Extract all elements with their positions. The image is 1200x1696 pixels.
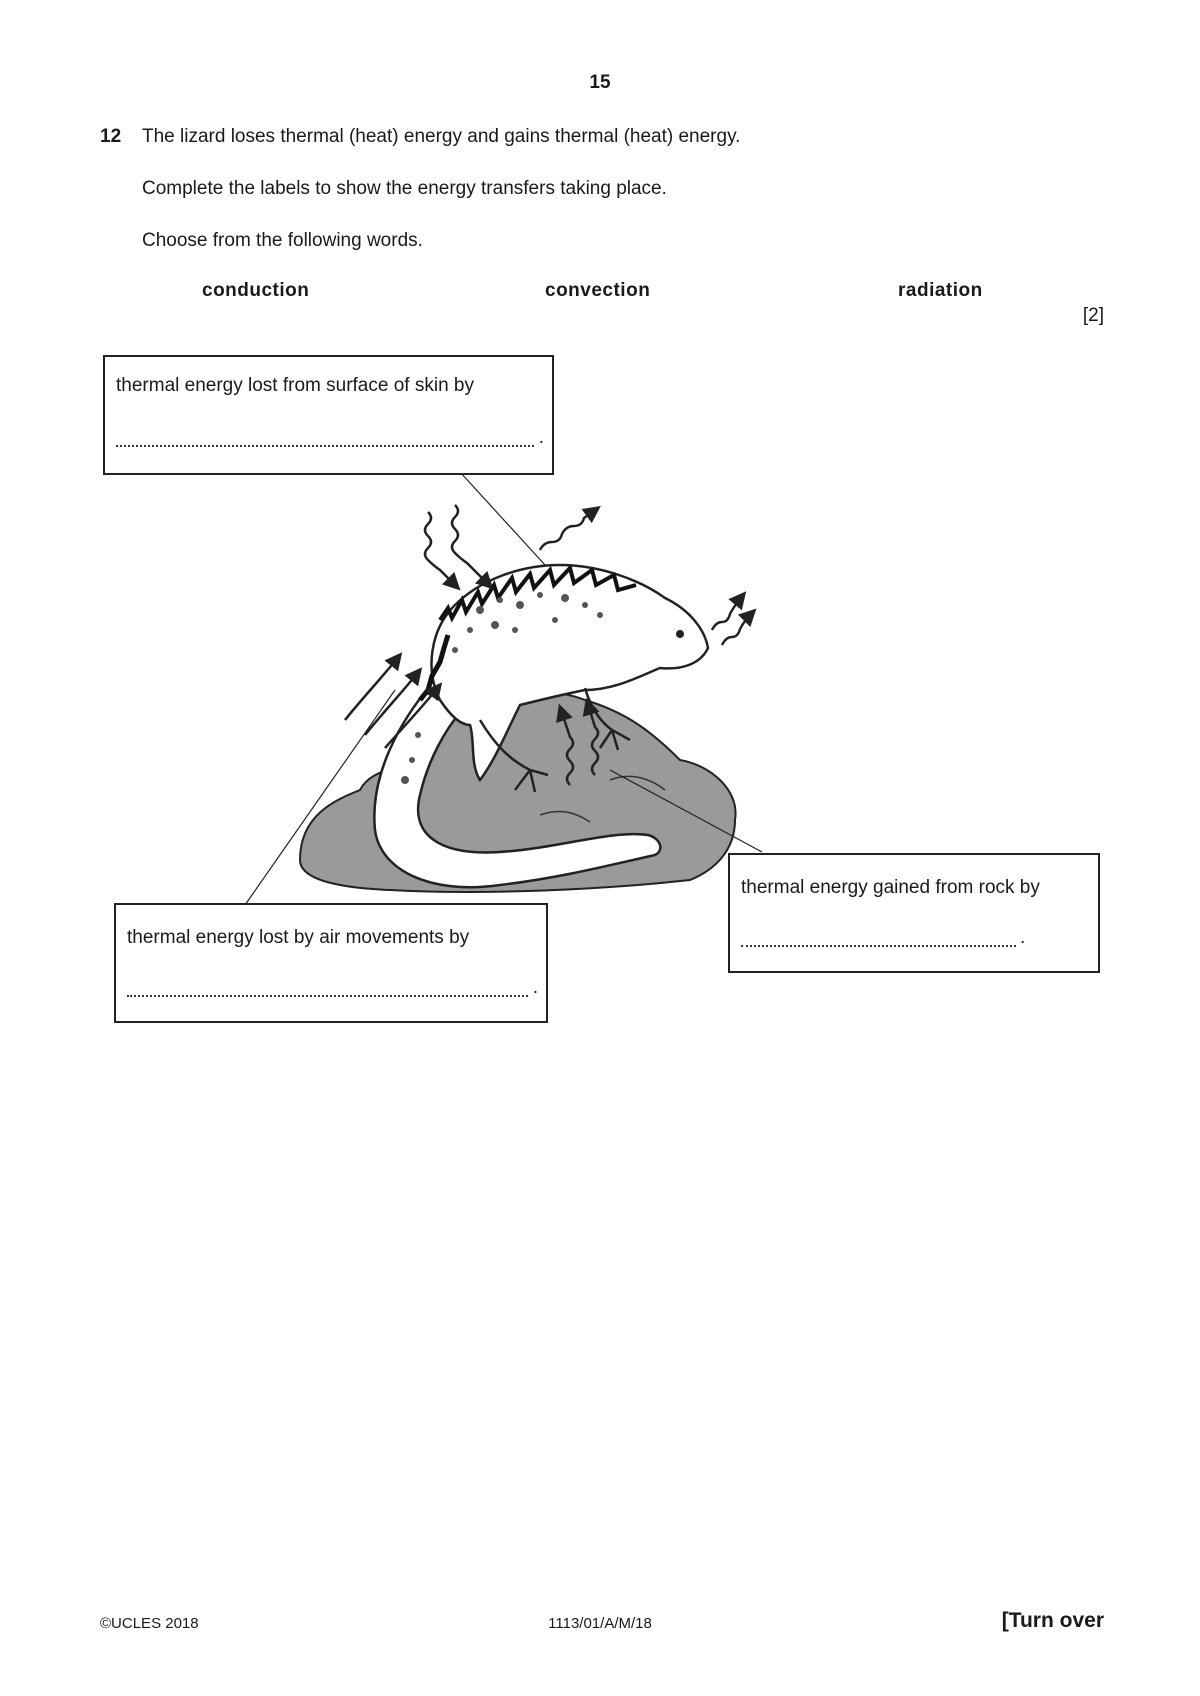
label-air-text: thermal energy lost by air movements by — [127, 927, 470, 948]
footer-copyright: ©UCLES 2018 — [100, 1615, 199, 1632]
page-number: 15 — [589, 72, 611, 93]
question-instruction: Complete the labels to show the energy transfers taking place. — [142, 178, 667, 199]
answer-blank-air[interactable] — [127, 995, 528, 997]
label-box-air — [114, 903, 548, 1023]
footer-paper-code: 1113/01/A/M/18 — [548, 1615, 652, 1632]
answer-blank-skin[interactable] — [116, 445, 534, 447]
label-rock-text: thermal energy gained from rock by — [741, 877, 1040, 898]
label-box-skin — [103, 355, 554, 475]
lizard-eye — [676, 630, 684, 638]
answer-blank-rock[interactable] — [741, 945, 1016, 947]
label-skin-text: thermal energy lost from surface of skin by — [116, 375, 474, 396]
label-skin-full-stop: . — [538, 427, 544, 448]
word-option-convection: convection — [545, 280, 651, 301]
turn-over-text: [Turn over — [1001, 1609, 1104, 1632]
word-option-radiation: radiation — [898, 280, 983, 301]
choose-instruction: Choose from the following words. — [142, 230, 423, 251]
label-box-rock — [728, 853, 1100, 973]
marks-indicator: [2] — [1082, 305, 1104, 326]
word-option-conduction: conduction — [202, 280, 310, 301]
question-number: 12 — [100, 126, 122, 147]
question-stem: The lizard loses thermal (heat) energy and gains thermal (heat) energy. — [142, 126, 741, 147]
label-air-full-stop: . — [532, 977, 538, 998]
label-rock-full-stop: . — [1020, 927, 1026, 948]
